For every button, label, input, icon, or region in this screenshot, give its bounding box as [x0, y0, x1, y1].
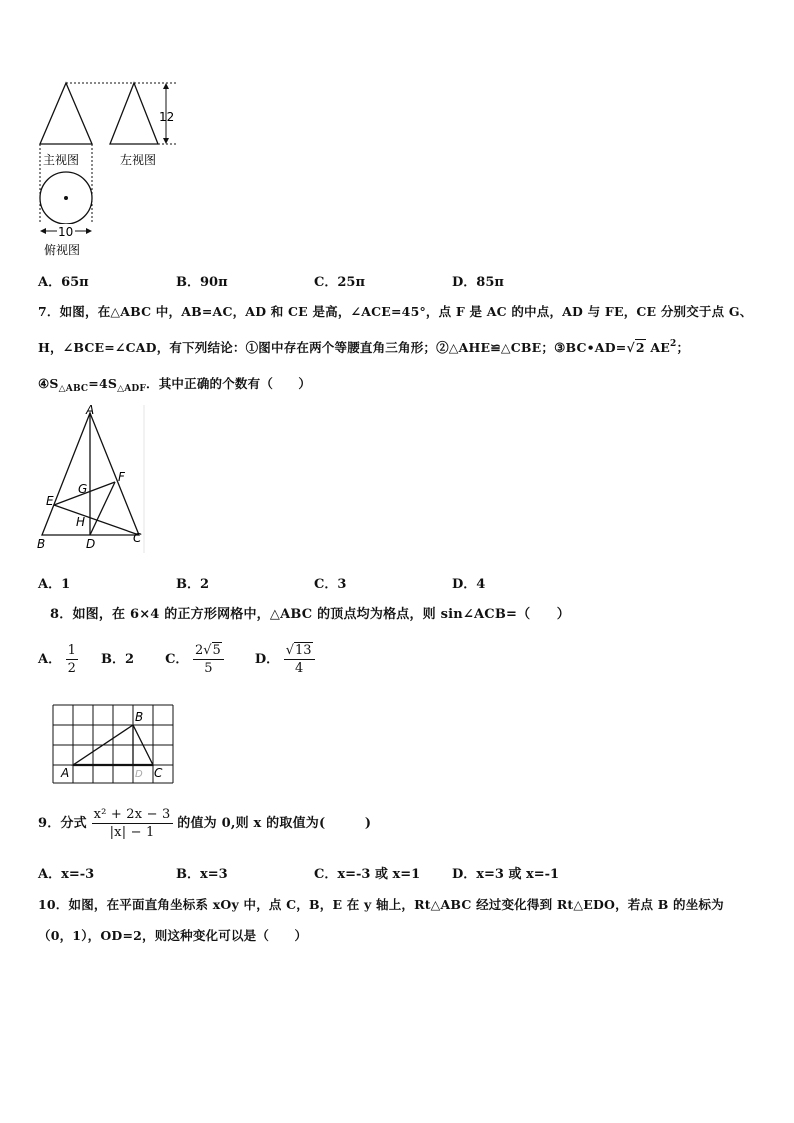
point-c-label: C [133, 531, 142, 545]
q10-stem-line1: 10．如图，在平面直角坐标系 xOy 中，点 C，B，E 在 y 轴上，Rt△ABC 经过变化得到 Rt△EDO，若点 B 的坐标为 [38, 897, 724, 912]
grid-point-b-label: B [135, 710, 144, 724]
top-view-label: 俯视图 [44, 243, 81, 257]
q6-option-b: B．90π [176, 275, 228, 290]
q6-option-a: A．65π [38, 275, 89, 290]
q7-triangle-figure [32, 405, 154, 553]
grid-point-c-label: C [154, 766, 163, 780]
q7-option-d: D．4 [452, 577, 486, 592]
q8-option-d: D． $\frac{√13}{4}$ [255, 652, 315, 667]
q9-option-c: C．x=-3 或 x=1 [314, 867, 421, 882]
q8-option-b: B．2 [100, 652, 135, 667]
point-g-label: G [78, 482, 88, 496]
front-view-label: 主视图 [43, 153, 80, 167]
dim-12-label: 12 [159, 110, 175, 124]
q6-option-c: C．25π [314, 275, 365, 290]
q8-stem: 8．如图，在 6×4 的正方形网格中，△ABC 的顶点均为格点，则 sin∠ACB=（ ） [50, 607, 570, 622]
left-view-triangle [110, 83, 158, 144]
q8-grid-figure [50, 702, 182, 788]
q8-option-a: A． $\frac{1}{2}$ [38, 643, 76, 676]
q9-fraction: $\frac{\text{x² + 2x − 3}}{|x| - 1}$ [93, 807, 171, 840]
grid-point-d-label: D [135, 769, 143, 780]
front-view-triangle [40, 83, 92, 144]
point-e-label: E [46, 494, 54, 508]
q10-stem-line2: （0，1），OD=2，则这种变化可以是（ ） [38, 928, 308, 943]
point-d-label: D [86, 537, 96, 551]
point-h-label: H [76, 515, 86, 529]
q9-option-d: D．x=3 或 x=-1 [452, 867, 560, 882]
point-f-label: F [118, 470, 125, 484]
q7-stem-line2: H，∠BCE=∠CAD，有下列结论：①图中存在两个等腰直角三角形；②△AHE≌△CBE；③BC•AD=√2 $AE^2$； [38, 339, 690, 355]
q7-stem-line1: 7．如图，在△ABC 中，AB=AC，AD 和 CE 是高，∠ACE=45°，点 F 是 AC 的中点，AD 与 FE，CE 分别交于点 G、 [38, 304, 753, 319]
q7-stem-line3: $④S_{\triangle ABC}=4S_{\triangle ADF}$．其中正确的个数有（ ） [38, 376, 312, 394]
point-a-label: A [86, 403, 95, 417]
q8-options [38, 642, 315, 677]
three-view-figure [28, 78, 188, 260]
dim-10-label: 10 [58, 225, 74, 239]
q6-option-d: D．85π [452, 275, 504, 290]
grid-point-a-label: A [61, 766, 70, 780]
q7-option-c: C．3 [314, 577, 347, 592]
point-b-label: B [37, 537, 46, 551]
q7-option-a: A．1 [38, 577, 71, 592]
left-view-label: 左视图 [120, 153, 157, 167]
q9-stem: 9．分式 $\frac{\text{x² + 2x − 3}}{|x| - 1}$ 的值为 0,则 x 的取值为( ) [38, 807, 372, 840]
q8-option-c: C． $\frac{2√5}{5}$ [165, 652, 228, 667]
q7-option-b: B．2 [176, 577, 210, 592]
q9-option-a: A．x=-3 [38, 867, 95, 882]
q9-option-b: B．x=3 [176, 867, 228, 882]
